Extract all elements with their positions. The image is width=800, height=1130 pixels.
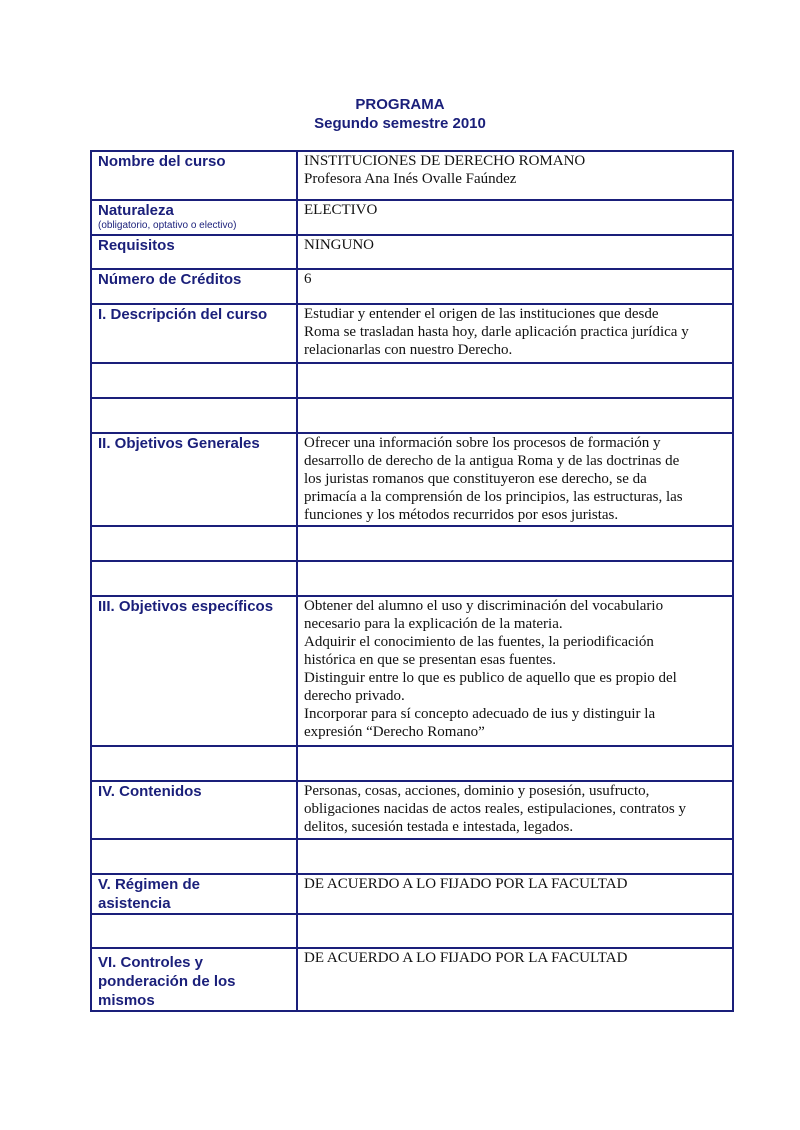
label-descripcion: I. Descripción del curso bbox=[91, 304, 297, 363]
empty-cell bbox=[91, 746, 297, 781]
value-line: necesario para la explicación de la materia. bbox=[304, 616, 563, 632]
label-objetivos-generales: II. Objetivos Generales bbox=[91, 433, 297, 526]
label-naturaleza-title: Naturaleza bbox=[98, 202, 174, 219]
value-line: desarrollo de derecho de la antigua Roma y de las doctrinas de bbox=[304, 453, 680, 469]
value-line: funciones y los métodos recurridos por esos juristas. bbox=[304, 507, 619, 523]
value-line: histórica en que se presentan esas fuentes. bbox=[304, 652, 556, 668]
value-nombre bbox=[297, 151, 733, 200]
row-requisitos bbox=[91, 235, 733, 269]
value-line: delitos, sucesión testada e intestada, legados. bbox=[304, 819, 574, 835]
row-controles bbox=[91, 948, 733, 1011]
value-line: Estudiar y entender el origen de las instituciones que desde bbox=[304, 306, 659, 322]
row-objetivos-especificos bbox=[91, 596, 733, 746]
document-header bbox=[0, 95, 800, 133]
value-controles: DE ACUERDO A LO FIJADO POR LA FACULTAD bbox=[297, 948, 733, 1011]
empty-cell bbox=[91, 561, 297, 596]
label-line: mismos bbox=[98, 992, 155, 1009]
value-line: primacía a la comprensión de los principios, las estructuras, las bbox=[304, 489, 683, 505]
label-controles bbox=[91, 948, 297, 1011]
empty-cell bbox=[91, 363, 297, 398]
empty-cell bbox=[91, 398, 297, 433]
value-line: INSTITUCIONES DE DERECHO ROMANO bbox=[304, 153, 586, 169]
page-subtitle: Segundo semestre 2010 bbox=[314, 115, 486, 132]
label-line: V. Régimen de bbox=[98, 876, 200, 893]
value-line: Profesora Ana Inés Ovalle Faúndez bbox=[304, 171, 517, 187]
label-objetivos-especificos: III. Objetivos específicos bbox=[91, 596, 297, 746]
value-creditos: 6 bbox=[297, 269, 733, 304]
row-objetivos-generales bbox=[91, 433, 733, 526]
empty-cell bbox=[297, 746, 733, 781]
empty-cell bbox=[297, 839, 733, 874]
label-naturaleza-hint: (obligatorio, optativo o electivo) bbox=[98, 220, 237, 231]
label-asistencia bbox=[91, 874, 297, 914]
empty-cell bbox=[91, 526, 297, 561]
value-line: derecho privado. bbox=[304, 688, 405, 704]
value-asistencia: DE ACUERDO A LO FIJADO POR LA FACULTAD bbox=[297, 874, 733, 914]
label-line: ponderación de los bbox=[98, 973, 236, 990]
empty-cell bbox=[91, 914, 297, 948]
empty-cell bbox=[297, 398, 733, 433]
label-nombre: Nombre del curso bbox=[91, 151, 297, 200]
label-line: VI. Controles y bbox=[98, 954, 204, 971]
value-line: obligaciones nacidas de actos reales, estipulaciones, contratos y bbox=[304, 801, 686, 817]
label-requisitos: Requisitos bbox=[91, 235, 297, 269]
row-nombre bbox=[91, 151, 733, 200]
value-line: Ofrecer una información sobre los procesos de formación y bbox=[304, 435, 661, 451]
value-naturaleza: ELECTIVO bbox=[297, 200, 733, 235]
empty-row bbox=[91, 914, 733, 948]
empty-cell bbox=[297, 914, 733, 948]
value-line: Personas, cosas, acciones, dominio y posesión, usufructo, bbox=[304, 783, 650, 799]
row-creditos bbox=[91, 269, 733, 304]
value-contenidos bbox=[297, 781, 733, 839]
value-line: Incorporar para sí concepto adecuado de ius y distinguir la bbox=[304, 706, 656, 722]
value-line: Distinguir entre lo que es publico de aquello que es propio del bbox=[304, 670, 677, 686]
empty-cell bbox=[297, 526, 733, 561]
value-descripcion bbox=[297, 304, 733, 363]
value-line: los juristas romanos que constituyeron ese derecho, se da bbox=[304, 471, 647, 487]
empty-row bbox=[91, 363, 733, 398]
value-line: expresión “Derecho Romano” bbox=[304, 724, 485, 740]
row-descripcion bbox=[91, 304, 733, 363]
empty-cell bbox=[297, 561, 733, 596]
empty-row bbox=[91, 561, 733, 596]
empty-cell bbox=[91, 839, 297, 874]
value-line: Obtener del alumno el uso y discriminación del vocabulario bbox=[304, 598, 664, 614]
label-creditos: Número de Créditos bbox=[91, 269, 297, 304]
row-contenidos bbox=[91, 781, 733, 839]
value-line: Roma se trasladan hasta hoy, darle aplicación practica jurídica y bbox=[304, 324, 689, 340]
value-objetivos-generales bbox=[297, 433, 733, 526]
empty-row bbox=[91, 839, 733, 874]
empty-row bbox=[91, 398, 733, 433]
empty-row bbox=[91, 526, 733, 561]
program-table bbox=[90, 150, 734, 1012]
label-naturaleza bbox=[91, 200, 297, 235]
empty-cell bbox=[297, 363, 733, 398]
value-line: Adquirir el conocimiento de las fuentes, la periodificación bbox=[304, 634, 654, 650]
row-naturaleza bbox=[91, 200, 733, 235]
label-contenidos: IV. Contenidos bbox=[91, 781, 297, 839]
page-title: PROGRAMA bbox=[355, 96, 445, 113]
label-line: asistencia bbox=[98, 895, 171, 912]
value-objetivos-especificos bbox=[297, 596, 733, 746]
value-line: relacionarlas con nuestro Derecho. bbox=[304, 342, 513, 358]
row-asistencia bbox=[91, 874, 733, 914]
empty-row bbox=[91, 746, 733, 781]
value-requisitos: NINGUNO bbox=[297, 235, 733, 269]
